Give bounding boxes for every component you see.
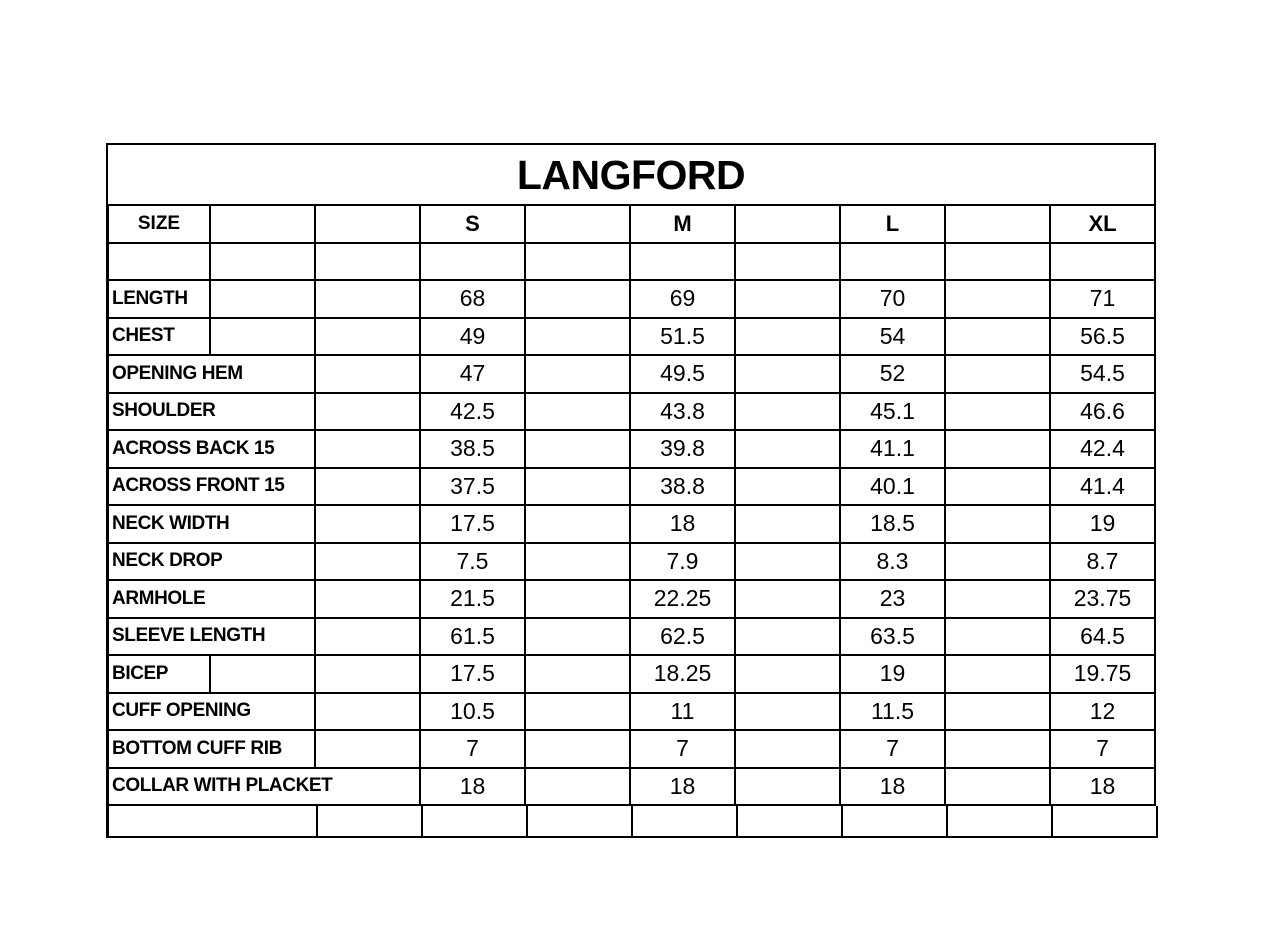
size-header: SIZE (106, 206, 211, 244)
measurement-label: NECK DROP (106, 544, 316, 582)
measurement-label: ACROSS FRONT 15 (106, 469, 316, 507)
empty-cell (316, 469, 421, 507)
empty-cell (526, 731, 631, 769)
table-row (106, 656, 1156, 694)
empty-cell (631, 244, 736, 282)
empty-cell (736, 394, 841, 432)
empty-cell (526, 656, 631, 694)
trailing-blank-row (106, 806, 1156, 838)
measurement-value: 54 (841, 319, 946, 357)
empty-cell (946, 469, 1051, 507)
size-chart-table (106, 143, 1156, 838)
empty-cell (108, 806, 318, 838)
measurement-label: NECK WIDTH (106, 506, 316, 544)
empty-cell (211, 656, 316, 694)
empty-cell (736, 281, 841, 319)
empty-cell (946, 394, 1051, 432)
empty-cell (946, 206, 1051, 244)
empty-cell (526, 544, 631, 582)
table-row (106, 544, 1156, 582)
measurement-value: 64.5 (1051, 619, 1156, 657)
table-row (106, 731, 1156, 769)
measurement-value: 17.5 (421, 656, 526, 694)
empty-cell (1053, 806, 1158, 838)
empty-cell (316, 581, 421, 619)
empty-cell (316, 656, 421, 694)
empty-cell (736, 769, 841, 807)
measurement-value: 62.5 (631, 619, 736, 657)
table-row (106, 694, 1156, 732)
empty-cell (736, 356, 841, 394)
size-column-header: XL (1051, 206, 1156, 244)
empty-cell (946, 506, 1051, 544)
measurement-value: 41.1 (841, 431, 946, 469)
measurement-label: SHOULDER (106, 394, 316, 432)
measurement-value: 46.6 (1051, 394, 1156, 432)
empty-cell (316, 319, 421, 357)
empty-cell (526, 769, 631, 807)
measurement-value: 42.4 (1051, 431, 1156, 469)
table-row (106, 469, 1156, 507)
empty-cell (736, 731, 841, 769)
empty-cell (946, 356, 1051, 394)
measurement-label: LENGTH (106, 281, 211, 319)
empty-cell (736, 656, 841, 694)
measurement-value: 18 (841, 769, 946, 807)
measurement-value: 12 (1051, 694, 1156, 732)
measurement-label: BOTTOM CUFF RIB (106, 731, 316, 769)
measurement-value: 41.4 (1051, 469, 1156, 507)
empty-cell (946, 619, 1051, 657)
measurement-value: 18 (1051, 769, 1156, 807)
empty-cell (316, 356, 421, 394)
empty-cell (946, 431, 1051, 469)
empty-cell (841, 244, 946, 282)
empty-cell (316, 281, 421, 319)
empty-cell (211, 281, 316, 319)
table-title: LANGFORD (106, 143, 1156, 204)
measurement-value: 19 (1051, 506, 1156, 544)
empty-cell (946, 244, 1051, 282)
empty-cell (316, 619, 421, 657)
measurement-value: 38.5 (421, 431, 526, 469)
measurement-value: 7 (841, 731, 946, 769)
measurement-value: 70 (841, 281, 946, 319)
measurement-value: 7 (631, 731, 736, 769)
table-row (106, 769, 1156, 807)
measurement-value: 52 (841, 356, 946, 394)
measurement-value: 42.5 (421, 394, 526, 432)
empty-cell (1051, 244, 1156, 282)
empty-cell (528, 806, 633, 838)
measurement-label: COLLAR WITH PLACKET (106, 769, 421, 807)
empty-cell (106, 244, 211, 282)
empty-cell (736, 244, 841, 282)
empty-cell (526, 619, 631, 657)
empty-cell (526, 281, 631, 319)
empty-cell (316, 244, 421, 282)
empty-cell (526, 394, 631, 432)
measurement-value: 54.5 (1051, 356, 1156, 394)
measurement-value: 18.5 (841, 506, 946, 544)
measurement-value: 45.1 (841, 394, 946, 432)
measurement-value: 63.5 (841, 619, 946, 657)
empty-cell (318, 806, 423, 838)
measurement-value: 10.5 (421, 694, 526, 732)
measurement-value: 51.5 (631, 319, 736, 357)
measurement-label: CHEST (106, 319, 211, 357)
table-row (106, 394, 1156, 432)
measurement-label: SLEEVE LENGTH (106, 619, 316, 657)
empty-cell (421, 244, 526, 282)
size-column-header: M (631, 206, 736, 244)
table-row (106, 356, 1156, 394)
measurement-value: 38.8 (631, 469, 736, 507)
empty-cell (946, 544, 1051, 582)
empty-cell (526, 694, 631, 732)
table-row (106, 581, 1156, 619)
empty-cell (316, 544, 421, 582)
table-row (106, 506, 1156, 544)
measurement-value: 8.7 (1051, 544, 1156, 582)
header-row (106, 206, 1156, 244)
empty-cell (738, 806, 843, 838)
measurement-value: 56.5 (1051, 319, 1156, 357)
measurement-value: 7.9 (631, 544, 736, 582)
measurement-label: BICEP (106, 656, 211, 694)
empty-cell (316, 394, 421, 432)
measurement-value: 17.5 (421, 506, 526, 544)
measurement-value: 21.5 (421, 581, 526, 619)
empty-cell (946, 281, 1051, 319)
empty-cell (736, 581, 841, 619)
size-column-header: L (841, 206, 946, 244)
measurement-value: 40.1 (841, 469, 946, 507)
empty-cell (946, 731, 1051, 769)
empty-cell (526, 469, 631, 507)
empty-cell (736, 544, 841, 582)
empty-cell (526, 356, 631, 394)
empty-cell (736, 319, 841, 357)
empty-cell (316, 731, 421, 769)
empty-cell (526, 319, 631, 357)
empty-cell (946, 769, 1051, 807)
empty-cell (316, 694, 421, 732)
measurement-value: 49 (421, 319, 526, 357)
empty-cell (526, 206, 631, 244)
empty-cell (736, 469, 841, 507)
measurement-value: 7.5 (421, 544, 526, 582)
measurement-value: 71 (1051, 281, 1156, 319)
measurement-value: 69 (631, 281, 736, 319)
empty-cell (946, 319, 1051, 357)
measurement-value: 18 (631, 506, 736, 544)
table-body (106, 204, 1156, 838)
empty-cell (526, 244, 631, 282)
measurement-value: 68 (421, 281, 526, 319)
measurement-label: CUFF OPENING (106, 694, 316, 732)
measurement-value: 39.8 (631, 431, 736, 469)
empty-cell (211, 319, 316, 357)
empty-cell (736, 694, 841, 732)
measurement-value: 22.25 (631, 581, 736, 619)
measurement-label: ARMHOLE (106, 581, 316, 619)
empty-cell (211, 206, 316, 244)
measurement-value: 8.3 (841, 544, 946, 582)
blank-row (106, 244, 1156, 282)
empty-cell (211, 244, 316, 282)
measurement-value: 23 (841, 581, 946, 619)
measurement-label: OPENING HEM (106, 356, 316, 394)
empty-cell (316, 431, 421, 469)
measurement-value: 23.75 (1051, 581, 1156, 619)
measurement-value: 11 (631, 694, 736, 732)
measurement-value: 11.5 (841, 694, 946, 732)
measurement-value: 47 (421, 356, 526, 394)
empty-cell (526, 506, 631, 544)
empty-cell (736, 431, 841, 469)
empty-cell (946, 656, 1051, 694)
measurement-value: 18 (631, 769, 736, 807)
measurement-value: 7 (421, 731, 526, 769)
empty-cell (526, 581, 631, 619)
empty-cell (736, 619, 841, 657)
measurement-value: 43.8 (631, 394, 736, 432)
table-row (106, 431, 1156, 469)
measurement-value: 19 (841, 656, 946, 694)
size-column-header: S (421, 206, 526, 244)
empty-cell (423, 806, 528, 838)
empty-cell (316, 206, 421, 244)
measurement-value: 37.5 (421, 469, 526, 507)
empty-cell (736, 506, 841, 544)
table-row (106, 619, 1156, 657)
table-row (106, 319, 1156, 357)
measurement-label: ACROSS BACK 15 (106, 431, 316, 469)
measurement-value: 7 (1051, 731, 1156, 769)
table-row (106, 281, 1156, 319)
empty-cell (843, 806, 948, 838)
empty-cell (946, 581, 1051, 619)
measurement-value: 61.5 (421, 619, 526, 657)
measurement-value: 19.75 (1051, 656, 1156, 694)
empty-cell (633, 806, 738, 838)
empty-cell (316, 506, 421, 544)
measurement-value: 18 (421, 769, 526, 807)
empty-cell (948, 806, 1053, 838)
measurement-value: 18.25 (631, 656, 736, 694)
measurement-value: 49.5 (631, 356, 736, 394)
empty-cell (526, 431, 631, 469)
empty-cell (736, 206, 841, 244)
empty-cell (946, 694, 1051, 732)
